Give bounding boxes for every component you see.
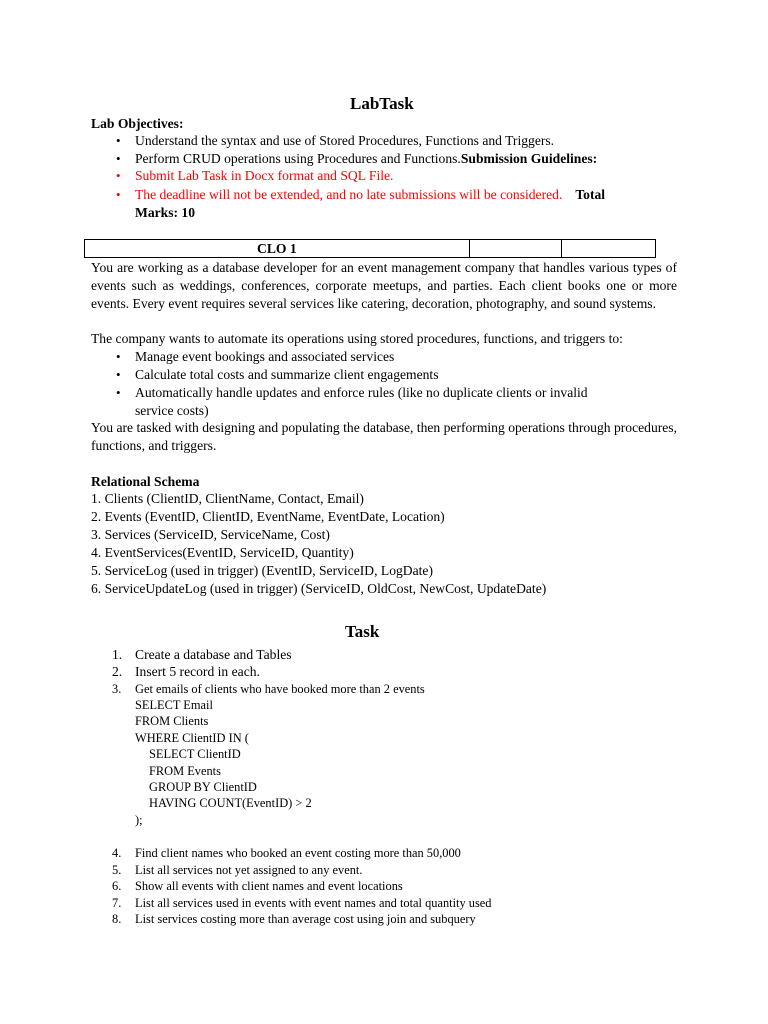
goal-item-continued: service costs) <box>135 403 209 418</box>
sql-line: WHERE ClientID IN ( <box>135 731 249 745</box>
task-item: List services costing more than average cost using join and subquery <box>135 912 476 926</box>
sql-line: SELECT ClientID <box>149 747 241 761</box>
empty-cell <box>562 240 656 258</box>
task-number: 3. <box>112 682 122 696</box>
task-number: 1. <box>112 647 123 662</box>
bullet-icon: • <box>116 187 121 202</box>
clo-cell: CLO 1 <box>85 240 470 258</box>
task-number: 7. <box>112 896 122 910</box>
sql-line: FROM Events <box>149 764 221 778</box>
sql-line: SELECT Email <box>135 698 213 712</box>
submission-guidelines-heading: Submission Guidelines: <box>460 151 598 166</box>
task-item: Create a database and Tables <box>135 647 292 662</box>
task-number: 4. <box>112 846 122 860</box>
task-number: 6. <box>112 879 122 893</box>
task-number: 5. <box>112 863 122 877</box>
empty-cell <box>469 240 562 258</box>
page-title: LabTask <box>350 94 414 113</box>
schema-item: 5. ServiceLog (used in trigger) (EventID, ServiceID, LogDate) <box>91 563 433 578</box>
sql-line: FROM Clients <box>135 714 209 728</box>
task-heading: Task <box>345 622 380 641</box>
objectives-heading: Lab Objectives: <box>91 116 184 131</box>
bullet-icon: • <box>116 349 121 364</box>
task-number: 8. <box>112 912 122 926</box>
task-number: 2. <box>112 664 123 679</box>
scenario-paragraph: You are tasked with designing and populating the database, then performing operations through procedures, functions, and triggers. <box>91 420 677 453</box>
task-item: Show all events with client names and event locations <box>135 879 403 893</box>
task-item: Get emails of clients who have booked more than 2 events <box>135 682 425 696</box>
objective-item <box>135 150 597 168</box>
bullet-icon: • <box>116 133 121 148</box>
schema-item: 6. ServiceUpdateLog (used in trigger) (ServiceID, OldCost, NewCost, UpdateDate) <box>91 581 547 596</box>
task-item: List all services not yet assigned to any event. <box>135 863 363 877</box>
bullet-icon: • <box>116 367 121 382</box>
task-item: Find client names who booked an event costing more than 50,000 <box>135 846 461 860</box>
table-row <box>85 240 656 258</box>
objective-item: Understand the syntax and use of Stored Procedures, Functions and Triggers. <box>135 133 555 148</box>
goal-item: Manage event bookings and associated services <box>135 349 395 364</box>
total-marks: Marks: 10 <box>135 205 196 220</box>
task-item: Insert 5 record in each. <box>135 664 260 679</box>
schema-heading: Relational Schema <box>91 474 200 489</box>
bullet-icon: • <box>116 385 121 400</box>
schema-item: 3. Services (ServiceID, ServiceName, Cost) <box>91 527 330 542</box>
scenario-paragraph: You are working as a database developer for an event management company that handles various types of events such as weddings, conferences, corporate meetups, and parties. Each client books one or more events. Every event requires several services like catering, decoration, photography, and sound systems. <box>91 260 677 311</box>
objective-text: Perform CRUD operations using Procedures and Functions. <box>135 151 461 166</box>
guideline-item <box>135 186 605 204</box>
schema-item: 2. Events (EventID, ClientID, EventName, EventDate, Location) <box>91 509 445 524</box>
schema-item: 4. EventServices(EventID, ServiceID, Quantity) <box>91 545 354 560</box>
scenario-paragraph: The company wants to automate its operations using stored procedures, functions, and triggers to: <box>91 331 623 346</box>
goal-item: Automatically handle updates and enforce rules (like no duplicate clients or invalid <box>135 385 588 400</box>
goal-item: Calculate total costs and summarize client engagements <box>135 367 439 382</box>
task-item: List all services used in events with event names and total quantity used <box>135 896 492 910</box>
guideline-item: Submit Lab Task in Docx format and SQL File. <box>135 168 394 183</box>
sql-line: GROUP BY ClientID <box>149 780 257 794</box>
bullet-icon: • <box>116 168 121 183</box>
total-label: Total <box>575 187 606 202</box>
deadline-text: The deadline will not be extended, and no late submissions will be considered. <box>135 187 563 202</box>
clo-table <box>84 239 656 258</box>
schema-item: 1. Clients (ClientID, ClientName, Contact, Email) <box>91 491 364 506</box>
bullet-icon: • <box>116 151 121 166</box>
sql-line: ); <box>135 813 143 827</box>
sql-line: HAVING COUNT(EventID) > 2 <box>149 796 312 810</box>
